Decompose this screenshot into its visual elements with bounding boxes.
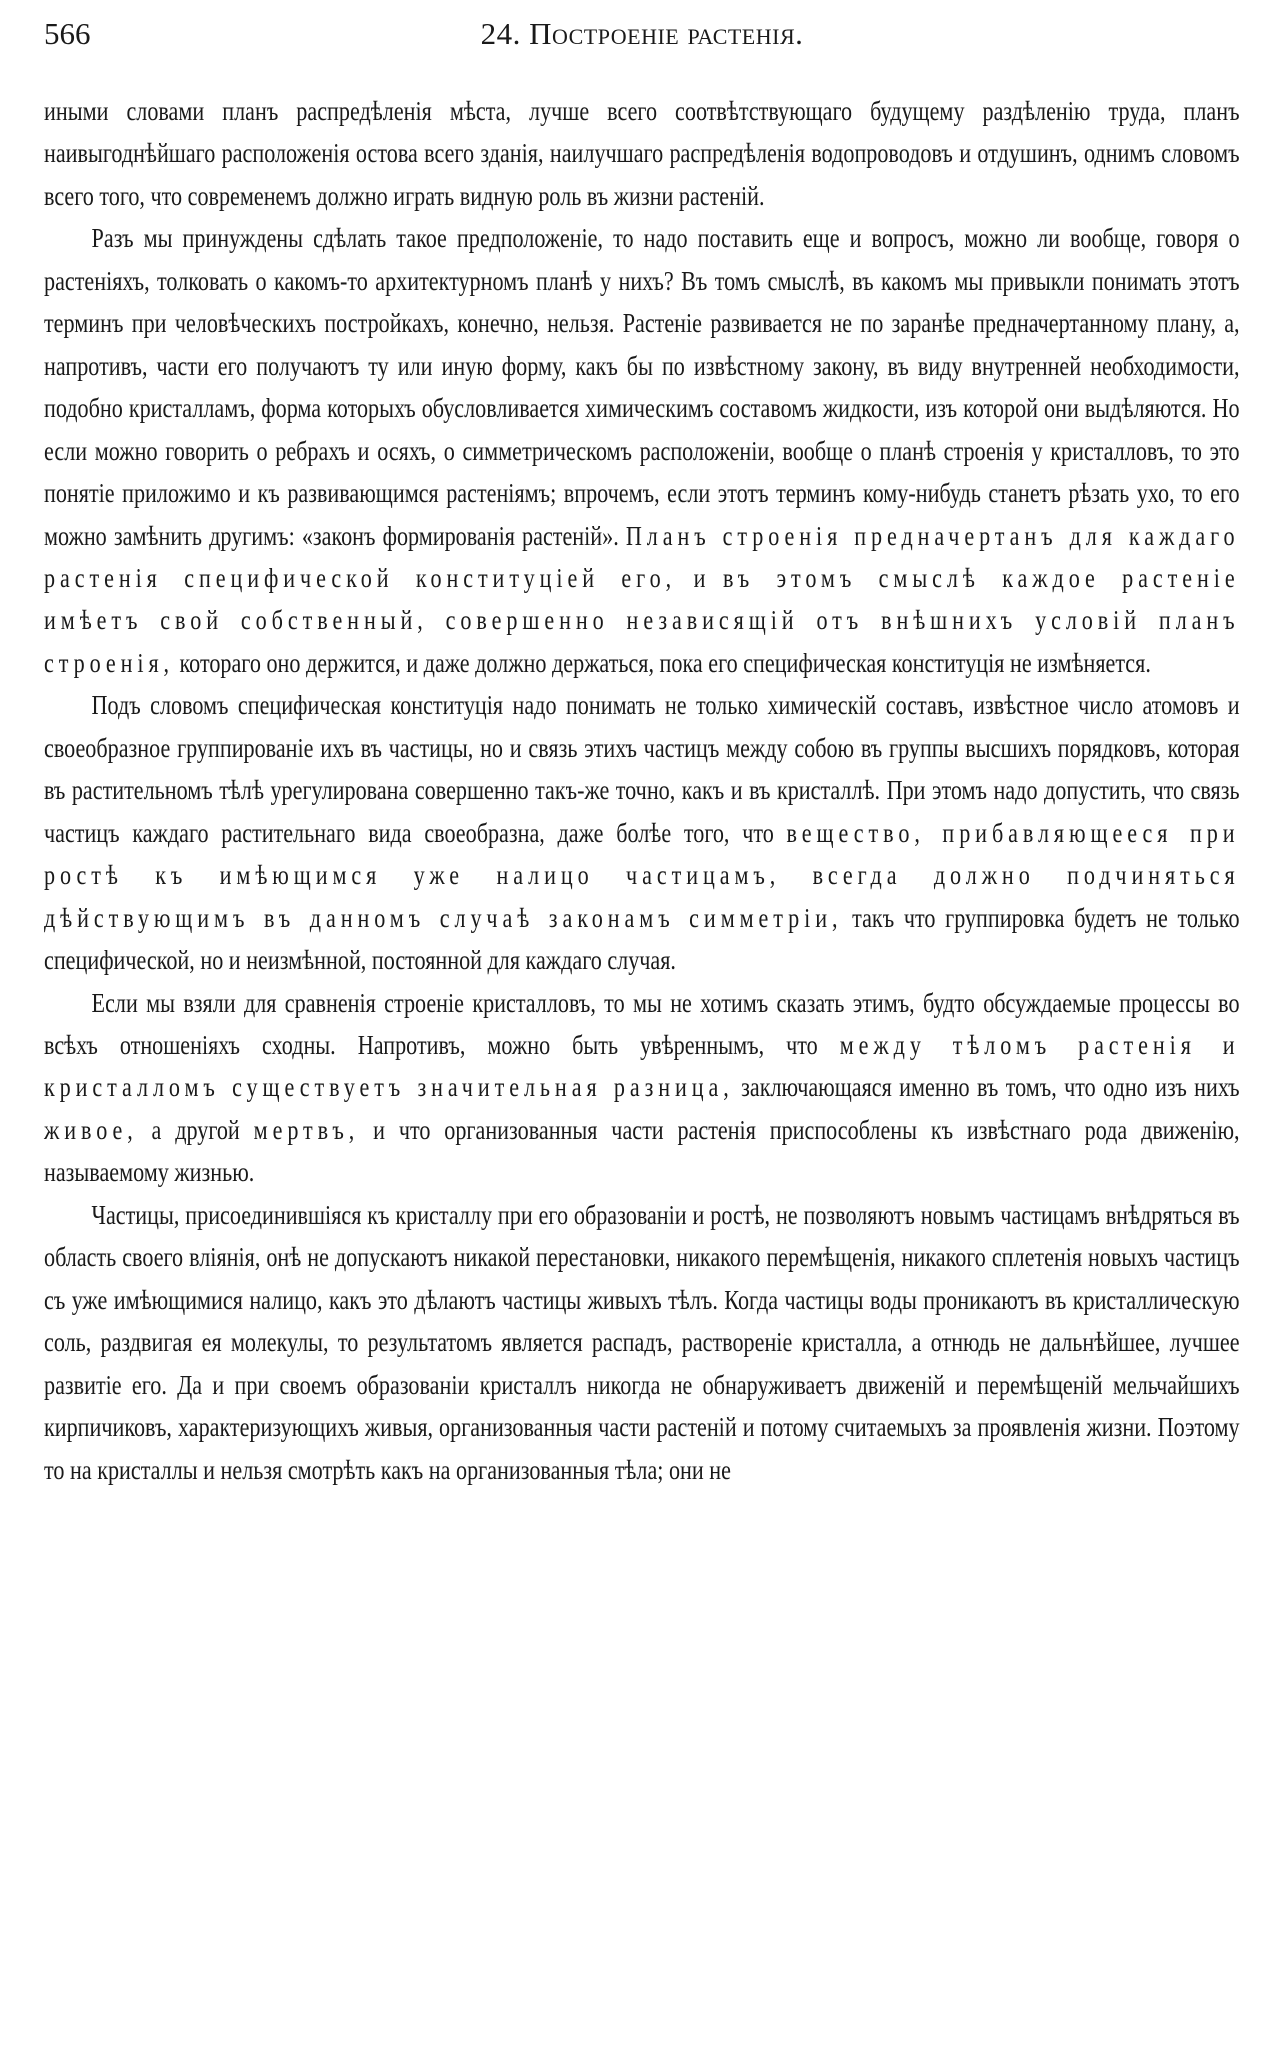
paragraph-text: а другой bbox=[137, 1114, 254, 1145]
paragraph-text: Если мы взяли для сравненія строеніе кристалловъ, то мы не хотимъ сказать этимъ, будто обсуждаемые процессы во всѣхъ отношеніяхъ сходны. Напротивъ, можно быть увѣреннымъ, что bbox=[44, 987, 1240, 1060]
emphasized-text: вещество, прибавляющееся при ростѣ къ имѣющимся уже налицо частицамъ, всегда должно подчиняться дѣйствующимъ въ данномъ случаѣ законамъ симметріи, bbox=[44, 817, 1240, 933]
paragraph-continued bbox=[44, 90, 1240, 217]
paragraph bbox=[44, 1194, 1240, 1491]
paragraph bbox=[44, 684, 1240, 981]
emphasized-text: въ этомъ смыслѣ каждое растеніе имѣетъ свой собственный, совершенно независящій отъ внѣшнихъ условій планъ строенія, bbox=[44, 562, 1240, 678]
body-text bbox=[44, 90, 1240, 1491]
emphasized-text: Планъ строенія предначертанъ для каждаго растенія специфической конституціей его, bbox=[44, 520, 1240, 593]
paragraph bbox=[44, 217, 1240, 684]
paragraph-text: Разъ мы принуждены сдѣлать такое предположеніе, то надо поставить еще и вопросъ, можно ли вообще, говоря о растеніяхъ, толковать о какомъ-то архитектурномъ планѣ у нихъ? Въ томъ смыслѣ, въ какомъ мы привыкли понимать этотъ терминъ при человѣческихъ постройкахъ, конечно, нельзя. Растеніе развивается не по заранѣе предначертанному плану, а, напротивъ, части его получаютъ ту или иную форму, какъ бы по извѣстному закону, въ виду внутренней необходимости, подобно кристалламъ, форма которыхъ обусловливается химическимъ составомъ жидкости, изъ которой они выдѣляются. Но если можно говорить о ребрахъ и осяхъ, о симметрическомъ расположеніи, вообще о планѣ строенія у кристалловъ, то это понятіе приложимо и къ развивающимся растеніямъ; впрочемъ, если этотъ терминъ кому-нибудь станетъ рѣзать ухо, то его можно замѣнить другимъ: «законъ формированія растеній». bbox=[44, 223, 1240, 551]
book-page bbox=[44, 10, 1240, 1491]
paragraph-text: заключающаяся именно въ томъ, что одно изъ нихъ bbox=[733, 1072, 1240, 1103]
paragraph-text: иными словами планъ распредѣленія мѣста, лучше всего соотвѣтствующаго будущему раздѣленію труда, планъ наивыгоднѣйшаго расположенія остова всего зданія, наилучшаго распредѣленія водопроводовъ и отдушинъ, однимъ словомъ всего того, что современемъ должно играть видную роль въ жизни растеній. bbox=[44, 96, 1240, 211]
paragraph-text: котораго оно держится, и даже должно держаться, пока его специфическая конституція не измѣняется. bbox=[174, 647, 1151, 678]
page-number: 566 bbox=[44, 16, 91, 51]
chapter-title: 24. Построеніе растенія. bbox=[480, 16, 804, 51]
emphasized-text: живое, bbox=[44, 1114, 138, 1145]
paragraph-text: и bbox=[676, 562, 723, 593]
paragraph-text: Частицы, присоединившіяся къ кристаллу при его образованіи и ростѣ, не позволяютъ новымъ частицамъ внѣдряться въ область своего вліянія, онѣ не допускаютъ никакой перестановки, никакого перемѣщенія, никакого сплетенія новыхъ частицъ съ уже имѣющимися налицо, какъ это дѣлаютъ частицы живыхъ тѣлъ. Когда частицы воды проникаютъ въ кристаллическую соль, раздвигая ея молекулы, то результатомъ является распадъ, раствореніе кристалла, а отнюдь не дальнѣйшее, лучшее развитіе его. Да и при своемъ образованіи кристаллъ никогда не обнаруживаетъ движеній и перемѣщеній мельчайшихъ кирпичиковъ, характеризующихъ живыя, организованныя части растеній и потому считаемыхъ за проявленія жизни. Поэтому то на кристаллы и нельзя смотрѣть какъ на организованныя тѣла; они не bbox=[44, 1199, 1240, 1485]
paragraph bbox=[44, 982, 1240, 1194]
running-head bbox=[44, 10, 1240, 62]
paragraph-text: и что организованныя части растенія приспособлены къ извѣстнаго рода движенію, называемому жизнью. bbox=[44, 1114, 1240, 1188]
paragraph-text: Подъ словомъ специфическая конституція надо понимать не только химическій составъ, извѣстное число атомовъ и своеобразное группированіе ихъ въ частицы, но и связь этихъ частицъ между собою въ группы высшихъ порядковъ, которая въ растительномъ тѣлѣ урегулирована совершенно такъ-же точно, какъ и въ кристаллѣ. При этомъ надо допустить, что связь частицъ каждаго растительнаго вида своеобразна, даже болѣе того, что bbox=[44, 690, 1240, 848]
emphasized-text: между тѣломъ растенія и кристалломъ существуетъ значительная разница, bbox=[44, 1029, 1240, 1103]
emphasized-text: мертвъ, bbox=[253, 1114, 360, 1145]
paragraph-text: такъ что группировка будетъ не только специфической, но и неизмѣнной, постоянной для каждаго случая. bbox=[44, 902, 1240, 976]
